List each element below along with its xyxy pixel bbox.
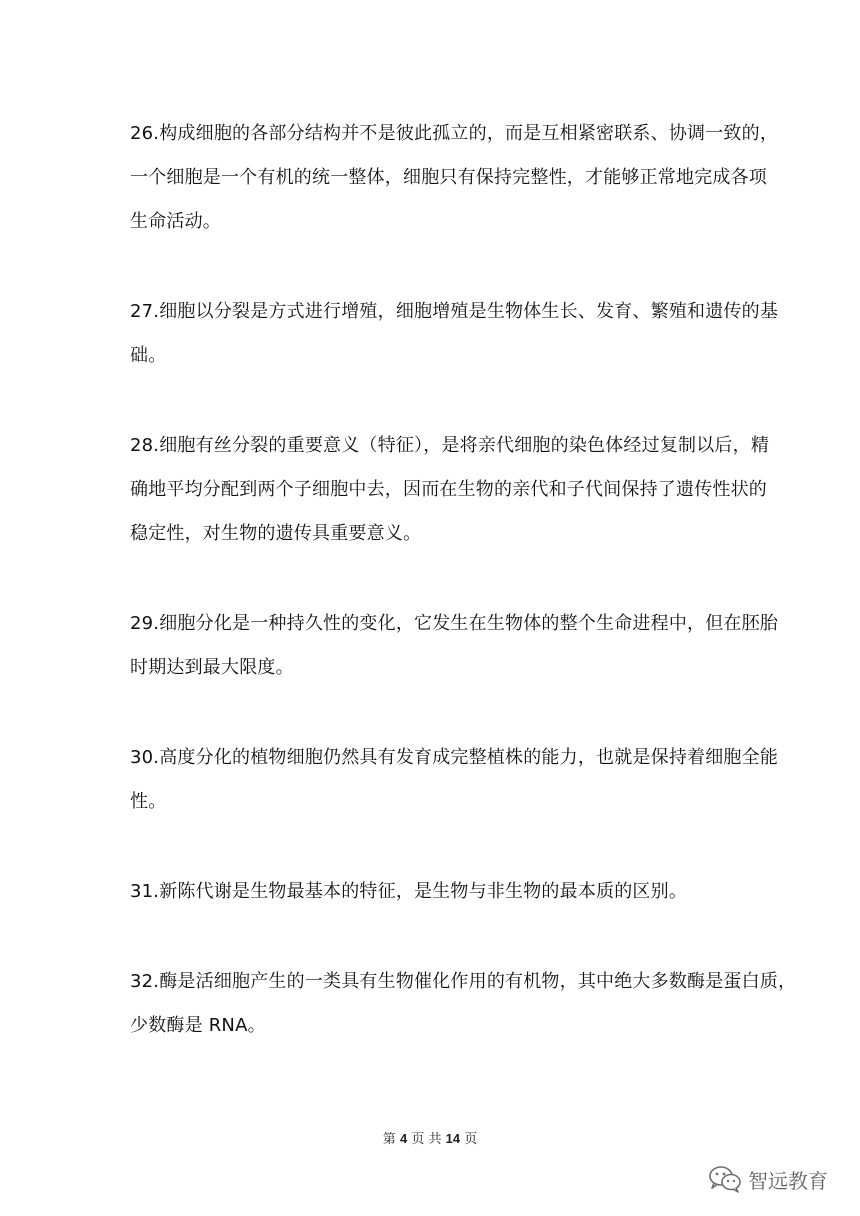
paragraph-27 — [130, 290, 779, 378]
paragraph-31 — [130, 870, 750, 914]
paragraph-line: 32.酶是活细胞产生的一类具有生物催化作用的有机物，其中绝大多数酶是蛋白质， — [130, 971, 797, 992]
page-footer — [0, 1128, 860, 1147]
paragraph-line: 30.高度分化的植物细胞仍然具有发育成完整植株的能力，也就是保持着细胞全能 — [130, 747, 779, 768]
paragraph-line: 础。 — [130, 345, 167, 366]
footer-middle: 页 共 — [411, 1132, 442, 1147]
paragraph-line: 少数酶是 RNA。 — [130, 1015, 266, 1036]
paragraph-line: 一个细胞是一个有机的统一整体，细胞只有保持完整性，才能够正常地完成各项 — [130, 167, 767, 188]
paragraph-30 — [130, 736, 779, 824]
wechat-icon — [708, 1165, 742, 1193]
paragraph-28 — [130, 424, 770, 556]
paragraph-line: 26.构成细胞的各部分结构并不是彼此孤立的，而是互相紧密联系、协调一致的， — [130, 123, 779, 144]
paragraph-line: 31.新陈代谢是生物最基本的特征，是生物与非生物的最本质的区别。 — [130, 881, 688, 902]
total-pages-number: 14 — [445, 1131, 461, 1146]
paragraph-29 — [130, 602, 779, 690]
current-page-number: 4 — [399, 1131, 408, 1146]
paragraph-line: 生命活动。 — [130, 211, 221, 232]
paragraph-line: 29.细胞分化是一种持久性的变化，它发生在生物体的整个生命进程中，但在胚胎 — [130, 613, 779, 634]
paragraph-line: 稳定性，对生物的遗传具重要意义。 — [130, 523, 422, 544]
watermark-text: 智远教育 — [748, 1168, 828, 1193]
account-watermark — [708, 1163, 828, 1195]
paragraph-26 — [130, 112, 779, 244]
paragraph-line: 时期达到最大限度。 — [130, 657, 294, 678]
paragraph-32 — [130, 960, 797, 1048]
footer-suffix: 页 — [464, 1132, 478, 1147]
paragraph-line: 27.细胞以分裂是方式进行增殖，细胞增殖是生物体生长、发育、繁殖和遗传的基 — [130, 301, 779, 322]
document-body — [130, 112, 797, 1048]
footer-prefix: 第 — [382, 1132, 396, 1147]
paragraph-line: 确地平均分配到两个子细胞中去，因而在生物的亲代和子代间保持了遗传性状的 — [130, 479, 767, 500]
paragraph-line: 28.细胞有丝分裂的重要意义（特征），是将亲代细胞的染色体经过复制以后，精 — [130, 435, 770, 456]
paragraph-line: 性。 — [130, 791, 167, 812]
